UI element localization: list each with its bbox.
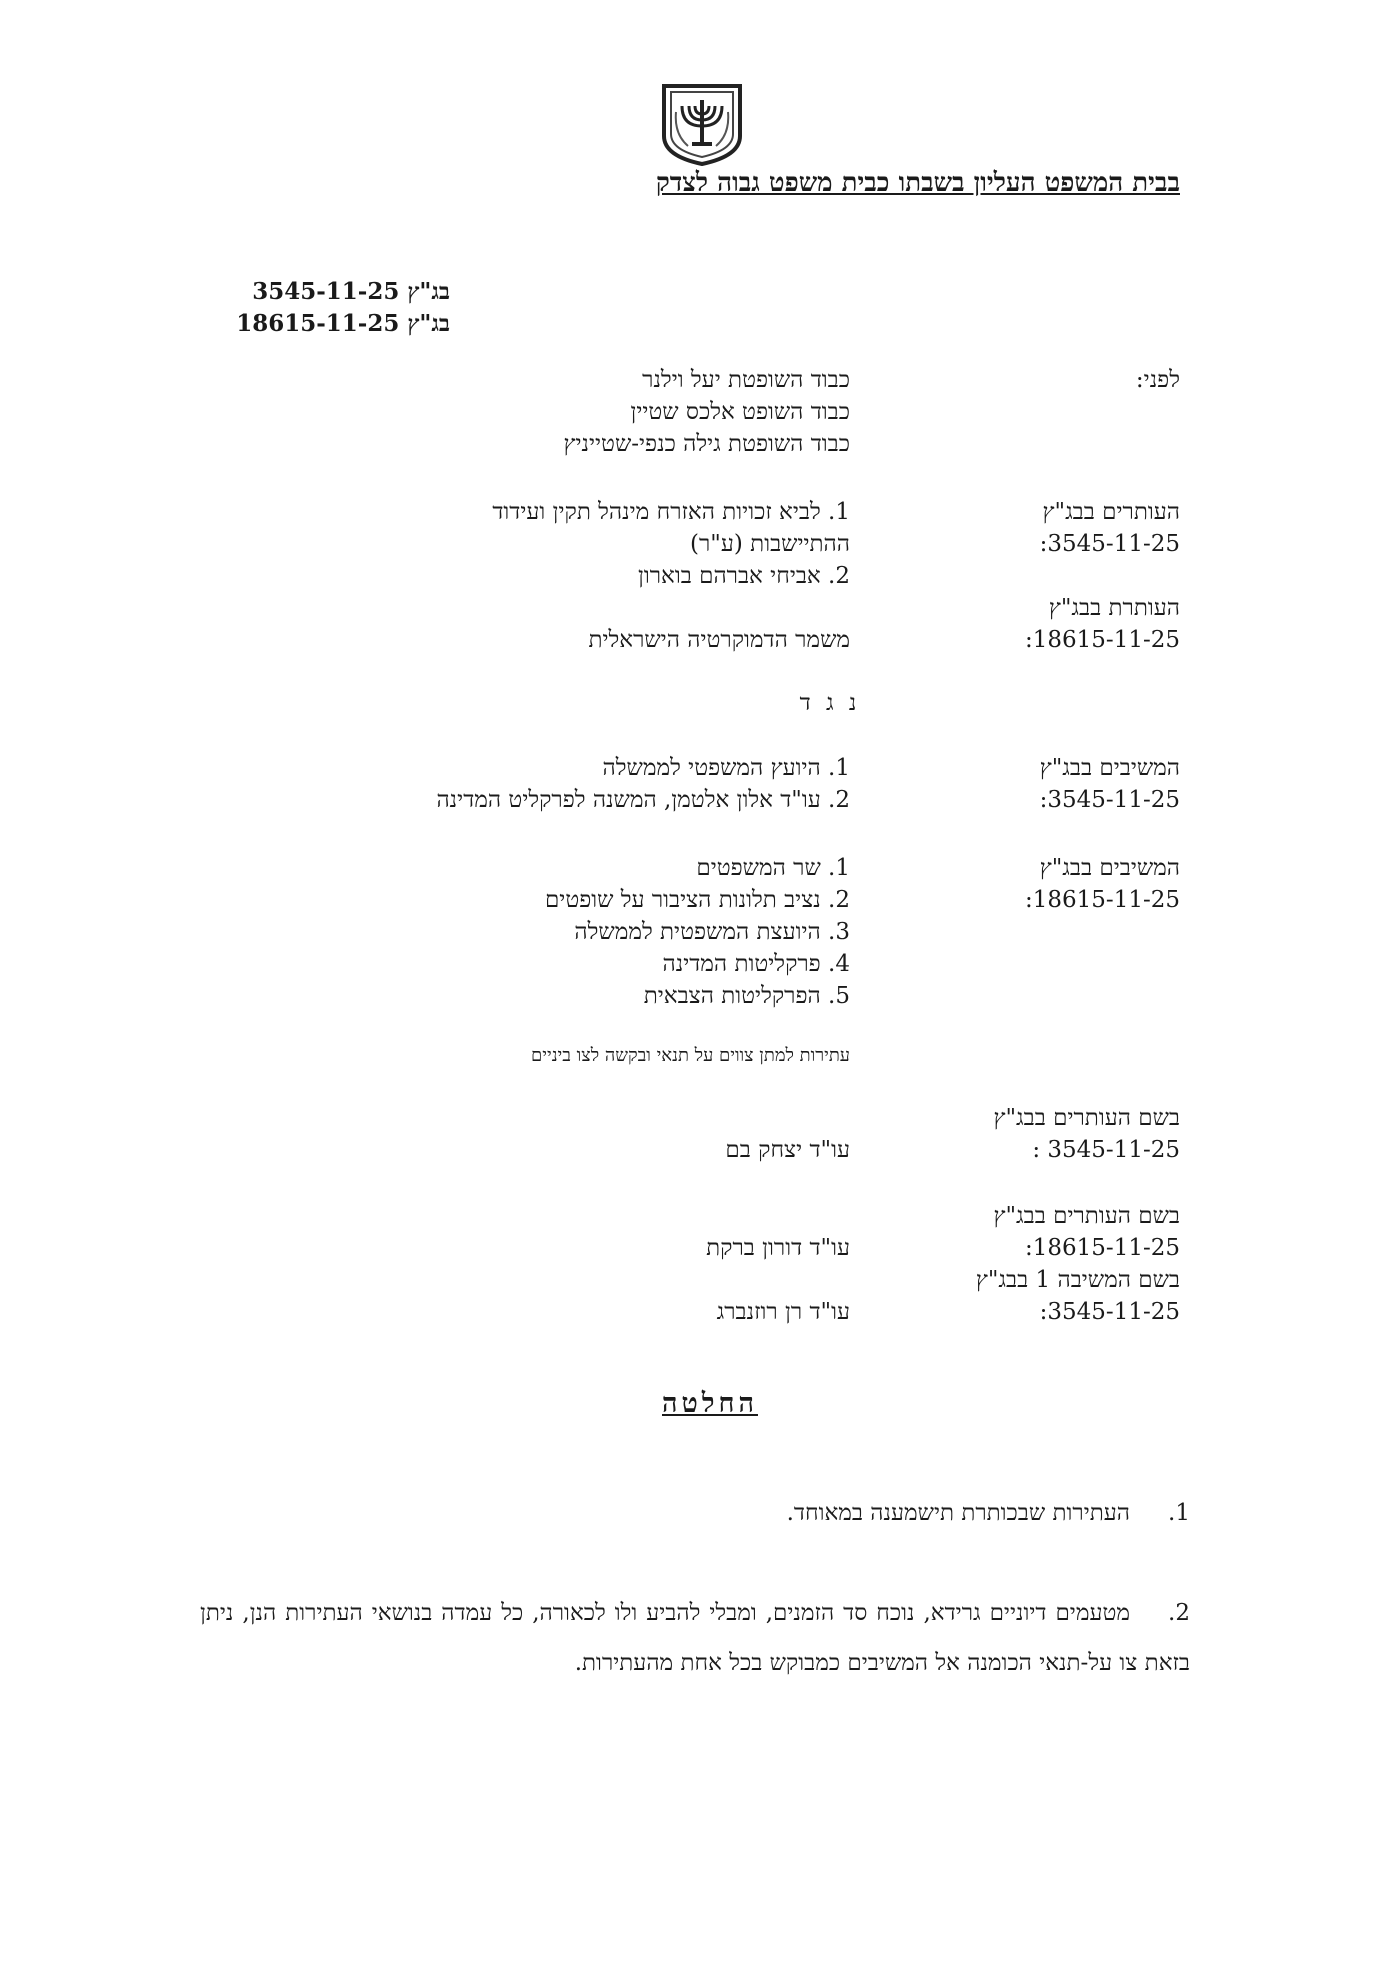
party-line: ההתיישבות (ע"ר) xyxy=(690,531,850,557)
decision-paragraph xyxy=(200,1588,1190,1688)
counsel-3-label xyxy=(880,1264,1180,1328)
respondents-2-label xyxy=(880,852,1180,916)
counsel-1-name xyxy=(250,1134,850,1166)
label-line: המשיבים בבג"ץ xyxy=(1039,855,1180,881)
counsel-name: עו"ד רן רוזנברג xyxy=(716,1299,850,1325)
label-line: בשם העותרים בבג"ץ xyxy=(993,1105,1180,1131)
judges-list xyxy=(250,364,850,460)
party-line: 1. היועץ המשפטי לממשלה xyxy=(602,755,850,781)
decision-paragraph xyxy=(200,1488,1190,1538)
petitioners-2-parties xyxy=(250,624,850,656)
case-number: בג"ץ 3545-11-25 xyxy=(252,278,450,305)
party-line: 2. נציב תלונות הציבור על שופטים xyxy=(544,887,850,913)
label-line: 18615-11-25: xyxy=(1025,887,1180,913)
decision-title: החלטה xyxy=(662,1388,758,1419)
party-line: 3. היועצת המשפטית לממשלה xyxy=(574,919,850,945)
petitioners-2-label xyxy=(880,592,1180,656)
counsel-name: עו"ד דורון ברקת xyxy=(706,1235,850,1261)
counsel-name: עו"ד יצחק בם xyxy=(725,1137,850,1163)
court-title: בבית המשפט העליון בשבתו כבית משפט גבוה לצדק xyxy=(655,168,1180,198)
label-line: 3545-11-25: xyxy=(1039,1299,1180,1325)
party-line: 1. לביא זכויות האזרח מינהל תקין ועידוד xyxy=(492,499,850,525)
paragraph-number: 2. xyxy=(1168,1600,1190,1626)
label-line: 3545-11-25: xyxy=(1039,787,1180,813)
party-line: 1. שר המשפטים xyxy=(696,855,850,881)
party-line: משמר הדמוקרטיה הישראלית xyxy=(588,627,850,653)
panel-label-text: לפני: xyxy=(1135,367,1180,393)
label-line: בשם העותרים בבג"ץ xyxy=(993,1203,1180,1229)
label-line: 18615-11-25: xyxy=(1025,1235,1180,1261)
label-line: העותרת בבג"ץ xyxy=(1048,595,1180,621)
counsel-3-name xyxy=(250,1296,850,1328)
petitioners-1-label xyxy=(880,496,1180,560)
paragraph-text: מטעמים דיוניים גרידא, נוכח סד הזמנים, ומבלי להביע ולו לכאורה, כל עמדה בנושאי העתירות הנן, ניתן בזאת צו על-תנאי הכומנה אל המשיבים כמבוקש בכל אחת מהעתירות. xyxy=(200,1600,1190,1676)
label-line: המשיבים בבג"ץ xyxy=(1039,755,1180,781)
counsel-2-name xyxy=(250,1232,850,1264)
party-line: 2. אביחי אברהם בוארון xyxy=(637,563,850,589)
label-line: העותרים בבג"ץ xyxy=(1042,499,1180,525)
label-line: 3545-11-25: xyxy=(1039,531,1180,557)
party-line: 4. פרקליטות המדינה xyxy=(662,951,850,977)
party-line: 2. עו"ד אלון אלטמן, המשנה לפרקליט המדינה xyxy=(436,787,850,813)
judge-name: כבוד השופטת יעל וילנר xyxy=(642,367,850,393)
paragraph-number: 1. xyxy=(1168,1500,1190,1526)
label-line: בשם המשיבה 1 בבג"ץ xyxy=(975,1267,1180,1293)
panel-label xyxy=(880,364,1180,396)
party-line: 5. הפרקליטות הצבאית xyxy=(643,983,850,1009)
case-numbers xyxy=(210,276,450,340)
respondents-1-parties xyxy=(250,752,850,816)
respondents-1-label xyxy=(880,752,1180,816)
state-emblem-icon xyxy=(656,82,748,166)
versus-label: נ ג ד xyxy=(799,690,861,716)
label-line: 18615-11-25: xyxy=(1025,627,1180,653)
paragraph-text: העתירות שבכותרת תישמענה במאוחד. xyxy=(786,1500,1130,1526)
judge-name: כבוד השופט אלכס שטיין xyxy=(630,399,850,425)
counsel-1-label xyxy=(880,1102,1180,1166)
respondents-2-parties xyxy=(250,852,850,1012)
petition-nature-note: עתירות למתן צווים על תנאי ובקשה לצו ביניים xyxy=(531,1045,850,1066)
petitioners-1-parties xyxy=(250,496,850,592)
case-number: בג"ץ 18615-11-25 xyxy=(236,310,450,337)
counsel-2-label xyxy=(880,1200,1180,1264)
judge-name: כבוד השופטת גילה כנפי-שטייניץ xyxy=(563,431,850,457)
label-line: 3545-11-25 : xyxy=(1032,1137,1180,1163)
